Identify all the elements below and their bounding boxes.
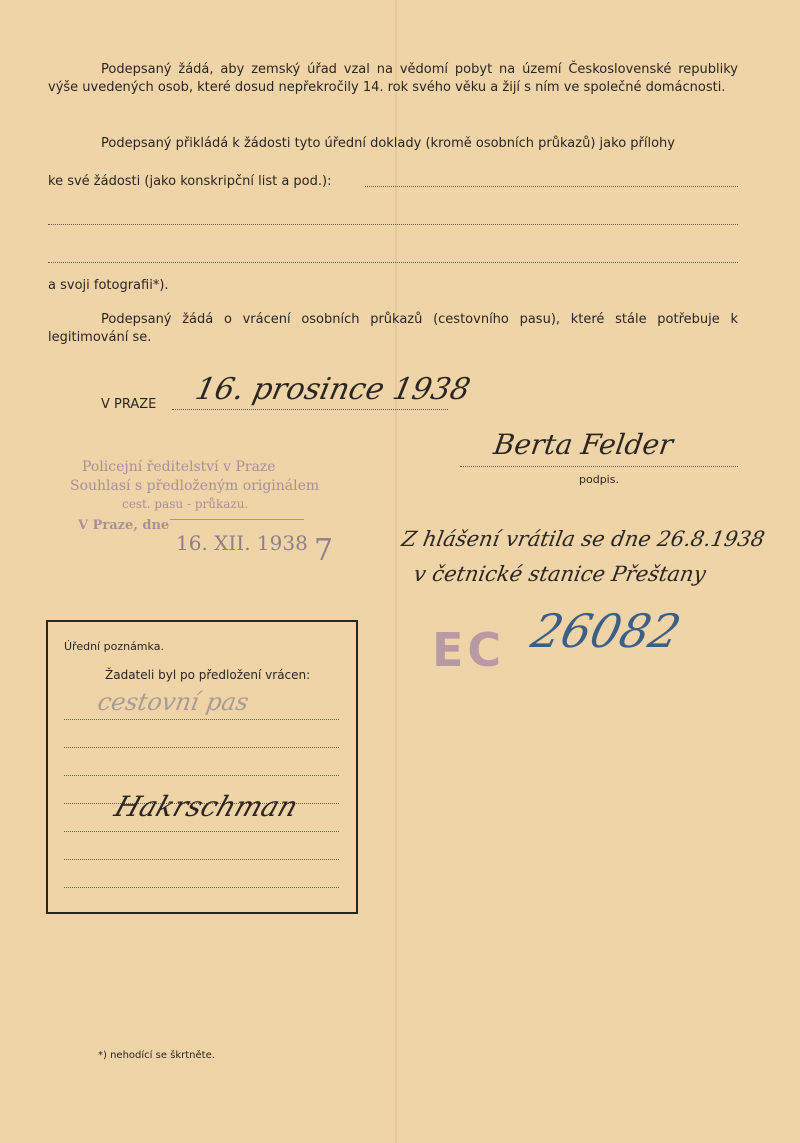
attachments-dotted-line-2 — [48, 224, 738, 225]
ec-stamp: EC — [432, 623, 506, 677]
stamp-line-4: V Praze, dne — [78, 518, 170, 533]
stamp-line-1: Policejní ředitelství v Praze — [82, 459, 276, 475]
handwritten-date: 16. prosince 1938 — [192, 372, 474, 407]
page-fold — [395, 0, 397, 1143]
office-box-returned-value: cestovní pas — [95, 688, 251, 716]
paragraph-residence-request — [48, 61, 738, 97]
office-box-line-3 — [64, 775, 339, 776]
stamp-underline — [170, 519, 304, 520]
signature-label: podpis. — [579, 473, 619, 486]
attachments-dotted-line-3 — [48, 262, 738, 263]
official-signature: Hakrschman — [110, 790, 303, 823]
office-box-title: Úřední poznámka. — [64, 640, 164, 653]
place-label: V PRAZE — [101, 397, 157, 412]
paragraph-residence-text: Podepsaný žádá, aby zemský úřad vzal na vědomí pobyt na území Československé republiky výše uvedených osob, které dosud nepřekročily 14. rok svého věku a žijí s ním ve společné domácnosti. — [48, 62, 738, 95]
office-box-line-2 — [64, 747, 339, 748]
paragraph-attachments-line1: Podepsaný přikládá k žádosti tyto úřední doklady (kromě osobních průkazů) jako přílohy — [101, 136, 675, 151]
photo-line: a svoji fotografii*). — [48, 278, 169, 293]
official-note-box — [46, 620, 358, 914]
office-box-returned-label: Žadateli byl po předložení vrácen: — [105, 668, 311, 682]
handwritten-signature: Berta Felder — [491, 428, 676, 461]
office-box-line-5 — [64, 831, 339, 832]
office-box-line-7 — [64, 887, 339, 888]
stamp-date: 16. XII. 1938 — [176, 531, 308, 555]
stamp-line-3: cest. pasu - průkazu. — [122, 497, 249, 511]
handwritten-note-2: v četnické stanice Přeštany — [411, 562, 708, 586]
attachments-dotted-line-1 — [365, 186, 738, 187]
office-box-line-1 — [64, 719, 339, 720]
ec-number: 26082 — [526, 604, 687, 658]
stamp-mark: 7 — [314, 533, 334, 568]
paragraph-return-text: Podepsaný žádá o vrácení osobních průkazů (cestovního pasu), které stále potřebuje k legitimování se. — [48, 312, 738, 345]
paragraph-attachments-line2: ke své žádosti (jako konskripční list a pod.): — [48, 174, 332, 189]
handwritten-note-1: Z hlášení vrátila se dne 26.8.1938 — [399, 527, 767, 551]
office-box-line-6 — [64, 859, 339, 860]
footnote: *) nehodící se škrtněte. — [98, 1050, 215, 1061]
date-dotted-line — [172, 409, 448, 410]
signature-dotted-line — [460, 466, 738, 467]
paragraph-return-request — [48, 311, 738, 347]
stamp-line-2: Souhlasí s předloženým originálem — [70, 478, 320, 494]
